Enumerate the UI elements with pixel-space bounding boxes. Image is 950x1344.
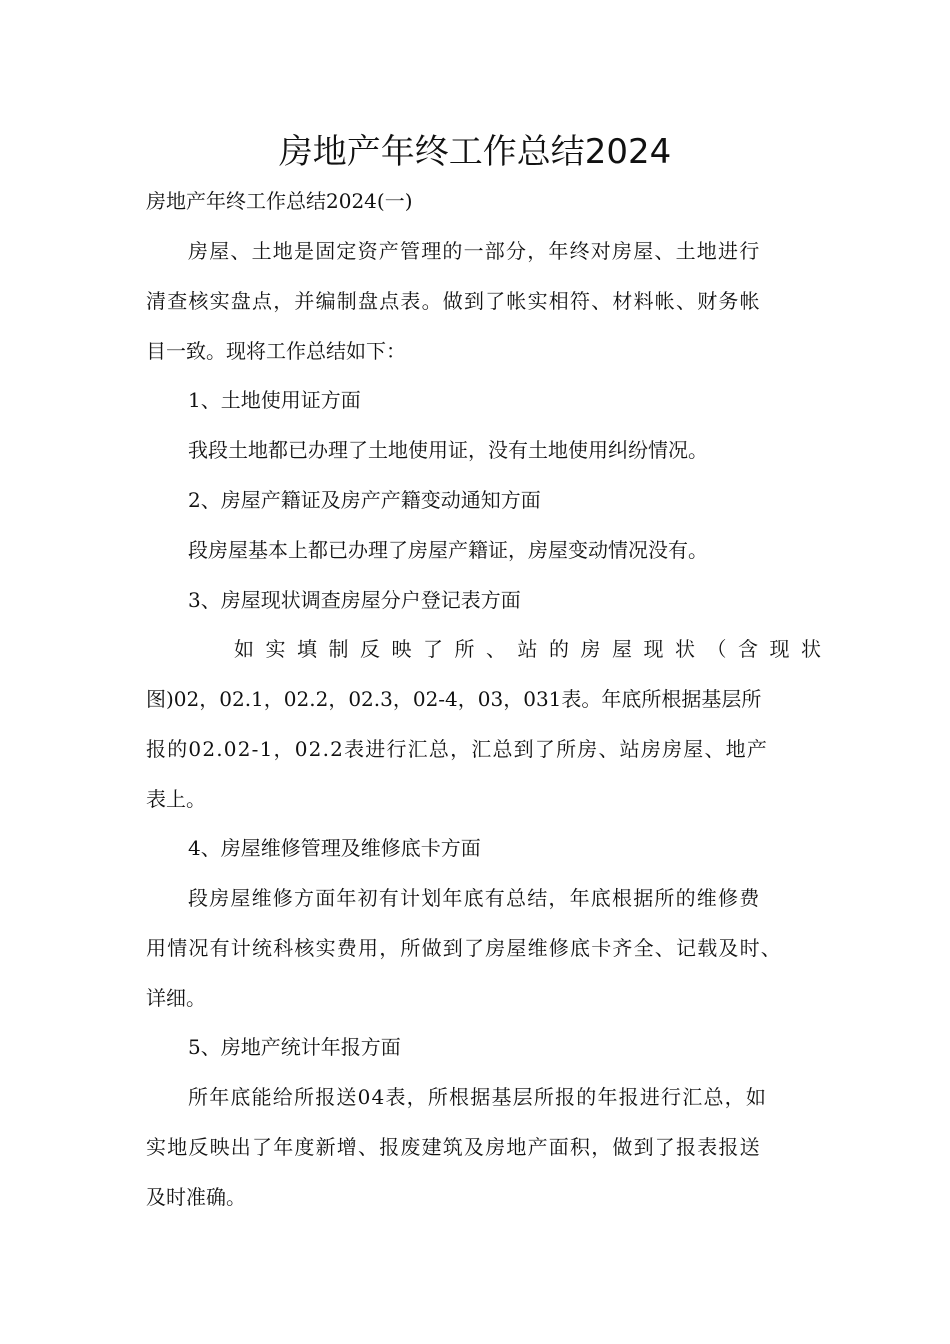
document-title: 房地产年终工作总结2024 bbox=[278, 132, 672, 172]
section-1-heading: 1、土地使用证方面 bbox=[188, 388, 361, 412]
intro-line-1: 房屋、土地是固定资产管理的一部分，年终对房屋、土地进行 bbox=[188, 239, 761, 263]
intro-line-2: 清查核实盘点，并编制盘点表。做到了帐实相符、材料帐、财务帐 bbox=[146, 289, 761, 313]
section-4-line-1: 段房屋维修方面年初有计划年底有总结，年底根据所的维修费 bbox=[188, 886, 761, 910]
section-3-line-3: 报的02.02-1，02.2表进行汇总，汇总到了所房、站房房屋、地产 bbox=[146, 737, 769, 761]
section-5-heading: 5、房地产统计年报方面 bbox=[188, 1035, 401, 1059]
section-1-line-1: 我段土地都已办理了土地使用证，没有土地使用纠纷情况。 bbox=[188, 438, 708, 462]
section-4-line-2: 用情况有计统科核实费用，所做到了房屋维修底卡齐全、记载及时、 bbox=[146, 936, 782, 960]
section-2-heading: 2、房屋产籍证及房产产籍变动通知方面 bbox=[188, 488, 541, 512]
document-subtitle: 房地产年终工作总结2024(一) bbox=[146, 189, 413, 213]
section-3-line-4: 表上。 bbox=[146, 787, 206, 811]
section-5-line-2: 实地反映出了年度新增、报废建筑及房地产面积，做到了报表报送 bbox=[146, 1135, 761, 1159]
section-3-heading: 3、房屋现状调查房屋分户登记表方面 bbox=[188, 588, 521, 612]
section-2-line-1: 段房屋基本上都已办理了房屋产籍证，房屋变动情况没有。 bbox=[188, 538, 708, 562]
intro-line-3: 目一致。现将工作总结如下： bbox=[146, 339, 406, 363]
section-3-line-1: 如实填制反映了所、站的房屋现状（含现状 bbox=[234, 637, 833, 661]
section-3-line-2: 图)02，02.1，02.2，02.3，02-4，03，031表。年底所根据基层所 bbox=[146, 687, 762, 711]
section-4-line-3: 详细。 bbox=[146, 986, 206, 1010]
section-5-line-1: 所年底能给所报送04表，所根据基层所报的年报进行汇总，如 bbox=[188, 1085, 768, 1109]
section-4-heading: 4、房屋维修管理及维修底卡方面 bbox=[188, 836, 481, 860]
section-5-line-3: 及时准确。 bbox=[146, 1185, 246, 1209]
